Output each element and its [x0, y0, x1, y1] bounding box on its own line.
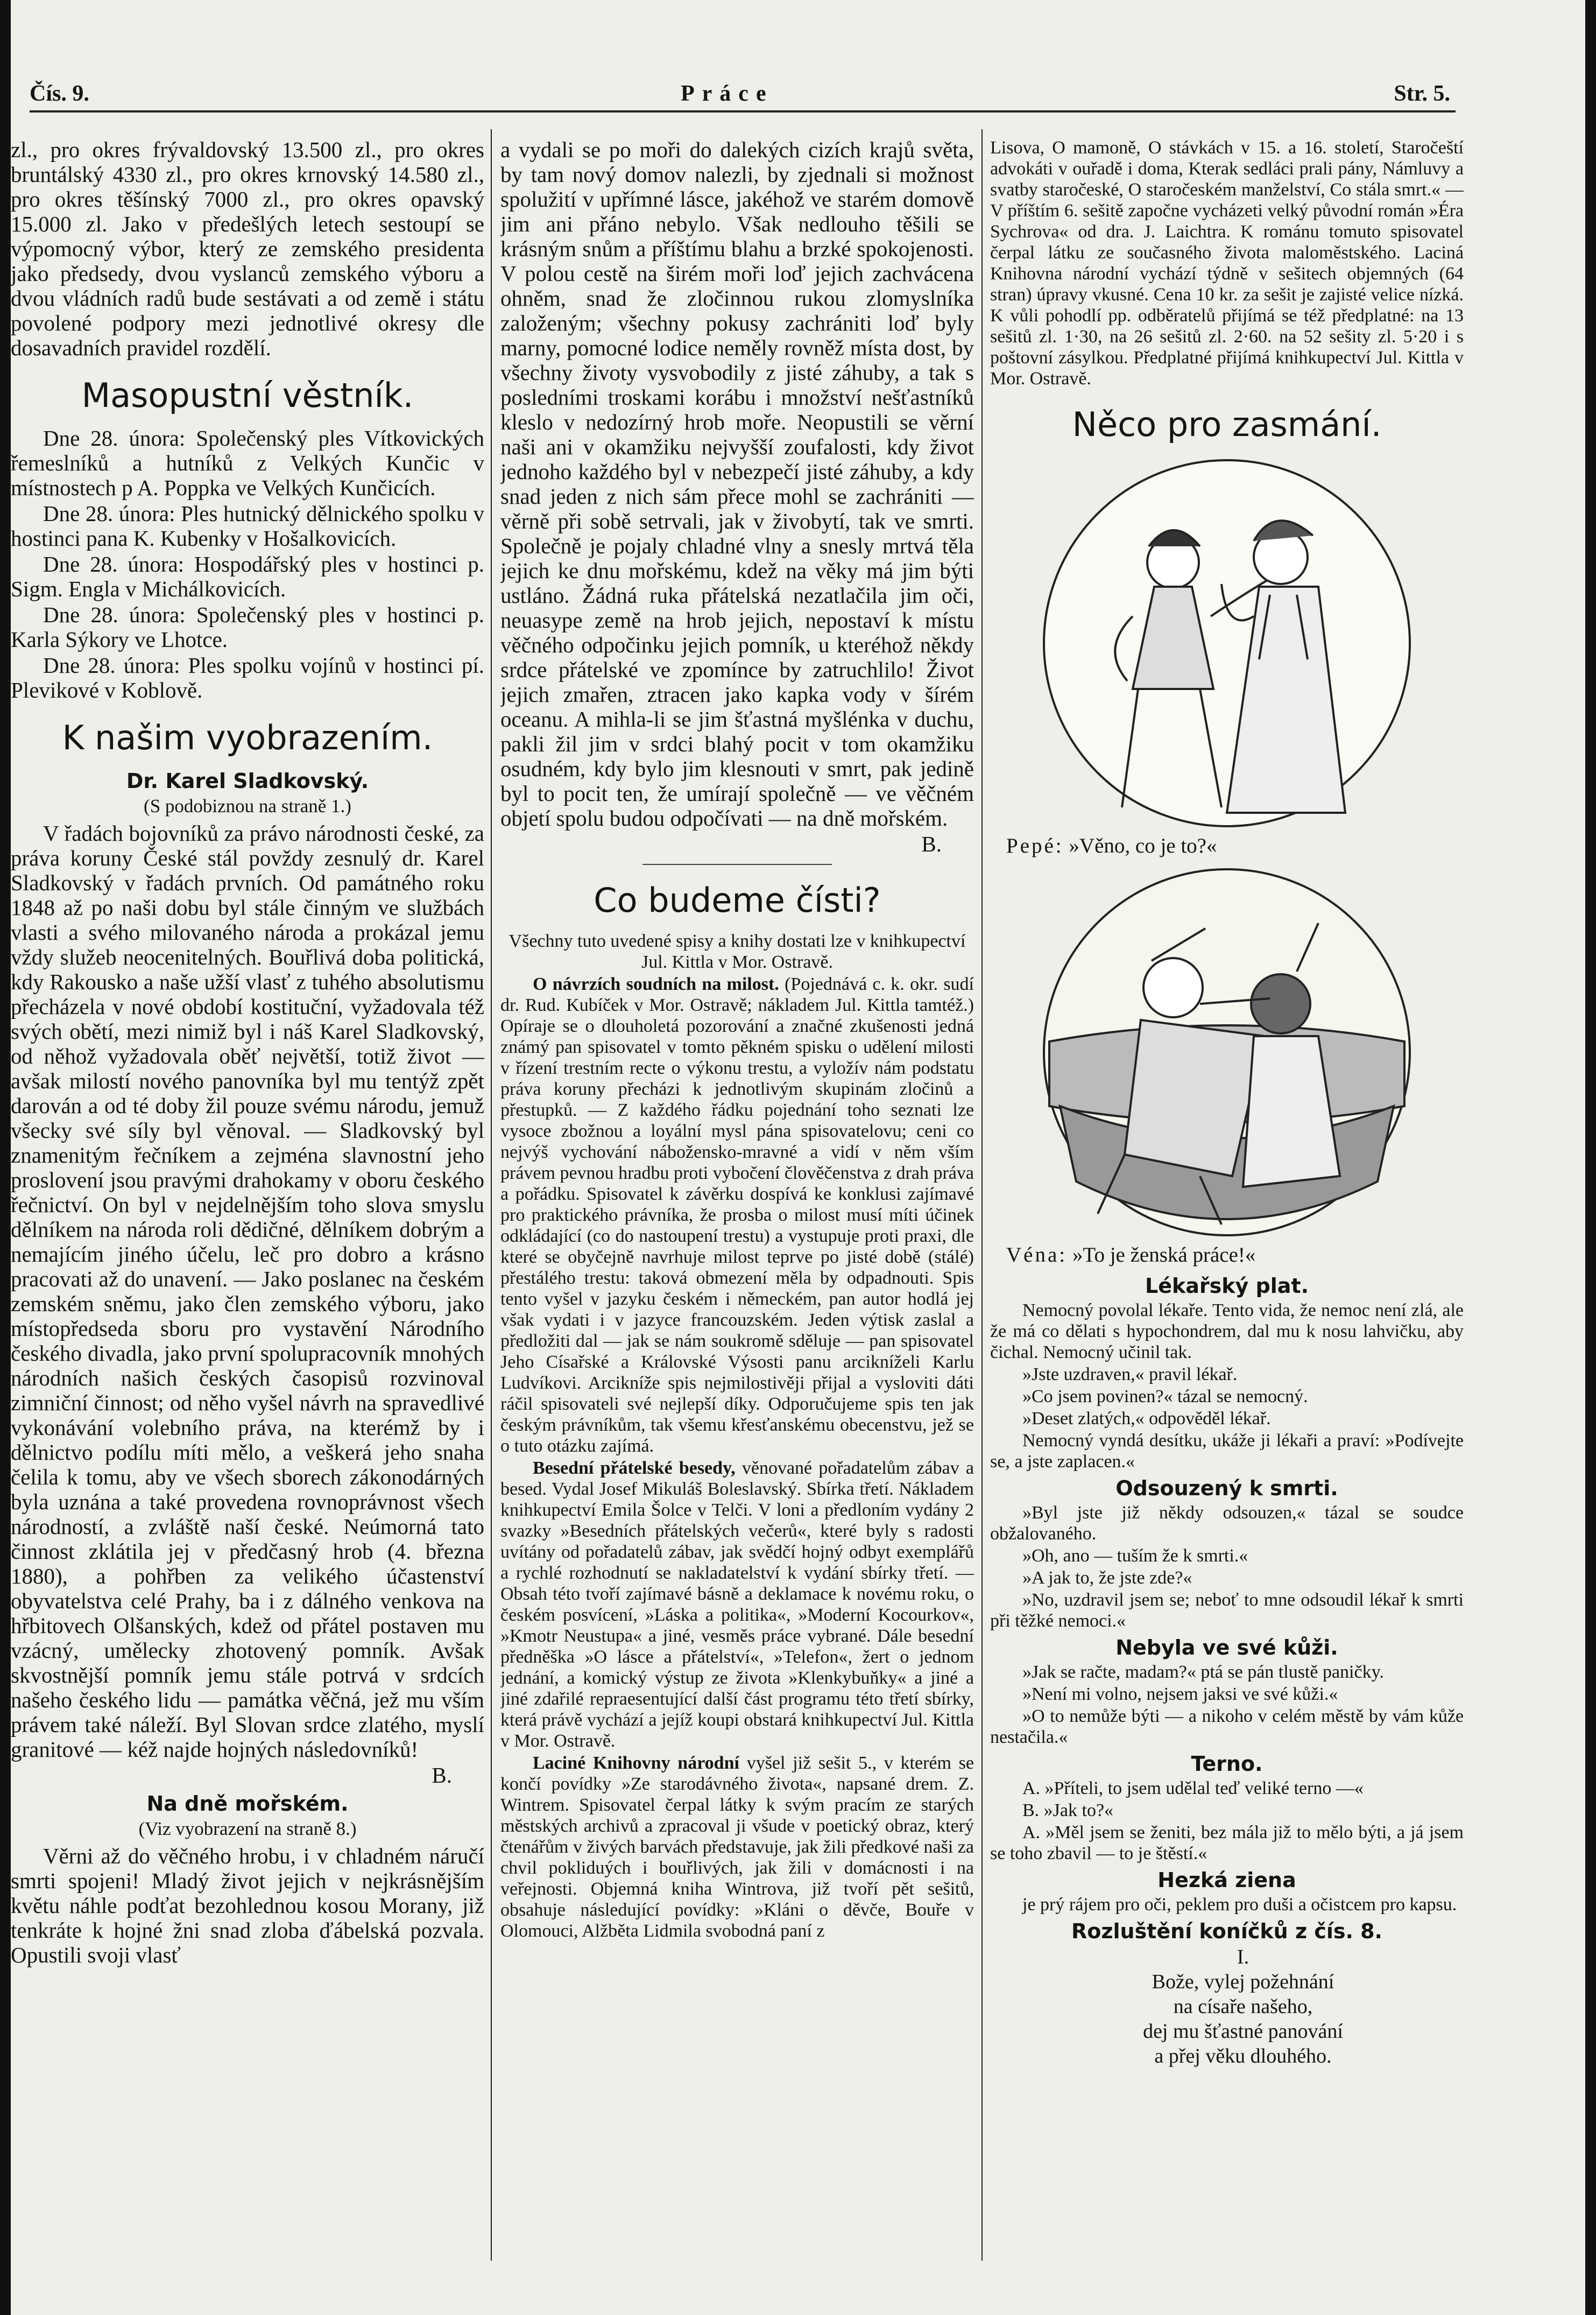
- joke-line: A. »Měl jsem se ženiti, bez mála již to mělo býti, a já jsem se toho zbavil — to je štěstí.«: [990, 1823, 1464, 1863]
- book-review-text: věnované pořadatelům zábav a besed. Vydal Josef Mikuláš Boleslavský. Sbírka třetí. Nákladem knihkupectví Emila Šolce v Telči. V loni a předloním vydány 2 svazky »Besedních přátelských večerů«, které byly s radosti uvítány od pořadatelů zábav, jak svědčí hojný odbyt exemplářů a rychlé rozhodnutí se nakladatelství k vydání sbírky třetí. — Obsah této tvoří zajímavé básně a deklamace k novému roku, o českém posvícení, »Láska a politika«, »Moderní Kocourkov«, »Kmotr Neustupa« a jiné, vesměs práce vybrané. Dále besední předněška »O lásce a přátelství«, »Telefon«, žert o jednom jednání, a komický výstup ze života »Klenkybuňky« a jiné a jiné zdařilé repraesentující další část programu této třetí sbírky, která právě vychází a jejíž koupi obstará knihkupectví Jul. Kittla v Mor. Ostravě.: [500, 1458, 974, 1751]
- column-1: [11, 137, 484, 2301]
- caption-text: »Věno, co je to?«: [1069, 834, 1217, 857]
- book-review-lead: Besední přátelské besedy,: [533, 1458, 736, 1478]
- book-review-text: (Pojednává c. k. okr. sudí dr. Rud. Kubíček v Mor. Ostravě; nákladem Jul. Kittla tamtéž.) Opíraje se o dlouholetá pozorování a značné zkušenosti jedná známý pan spisovatel v tomto pěkném spisku o udělení milosti v řízení trestním recte o výkonu trestu, a vyložív nám podstatu práva koruny přecházi k jednotlivým skupinám zločinů a přestupků. — Z každého řádku pojednání toho seznati lze vysoce zbožnou a loyální mysl pána spisovatelovu; ceni co nejvýš vychování nábožensko-mravné a vidí v něm vším právem pevnou hradbu proti vybočení člověčenstva z drah práva a pořádku. Spisovatel k závěrku dospívá ke konklusi zajímavé pro praktického právníka, že prosba o milost musí míti účinek odkládající (co do nastoupení trestu) a vystupuje proti praxi, dle které se obyčejně navrhuje milost teprve po jisté době (stálé) přestálého trestu: taková obmezení měla by odpadnouti. Spis tento vyšel v jazyku českém i německém, pan autor hodlá jej však vydati i v jazyce francouzském. Jeden výtisk zaslal a předložiti dal — jak se nám soukromě sděluje — pan spisovatel Jeho Císařské a Královské Výsosti panu arcikníželi Karlu Ludvíkovi. Arcikníže spis nejmilostivěji přijal a vysloviti dáti ráčil spisovateli své nejlepší díky. Odporučujeme spis ten jak českým právníkům, tak všemu křesťanskému obecenstvu, jež se o tuto otázku zajímá.: [500, 974, 974, 1456]
- joke-line: je prý rájem pro oči, peklem pro duši a očistcem pro kapsu.: [1022, 1895, 1457, 1915]
- masopust-item: Dne 28. února: Společenský ples v hostinci p. Karla Sýkory ve Lhotce.: [11, 602, 484, 652]
- joke-line: »Jak se račte, madam?« ptá se pán tlustě paničky.: [1022, 1662, 1384, 1682]
- book-review: [500, 974, 974, 1456]
- masopust-item: Dne 28. února: Hospodářský ples v hostinci p. Sigm. Engla v Michálkovicích.: [11, 552, 484, 601]
- joke-title: Lékařský plat.: [1145, 1274, 1309, 1298]
- issue-number: Čís. 9.: [30, 81, 89, 106]
- joke-line: »Co jsem povinen?« tázal se nemocný.: [1022, 1387, 1308, 1406]
- book-review-continued: Lisova, O mamoně, O stávkách v 15. a 16. století, Staročeští advokáti v ouřadě i doma, Kterak sedláci prali pány, Námluvy a svatby staročeské, O staročeském manželství, Co stála smrt.« — V příštím 6. sešitě započne vycházeti velký původní román »Éra Sychrova« od dra. J. Laichtra. K románu tomuto spisovatel čerpal látku ze současného života maloměstského. Laciná Knihovna národní vychází týdně v sešitech objemných (64 stran) úpravy vkusné. Cena 10 kr. za sešit je zajisté velice nízká. K vůli pohodlí pp. odběratelů přijímá se též předplatné: na 13 sešitů zl. 1·30, na 26 sešitů zl. 2·60. na 52 sešity zl. 5·20 i s poštovní zásylkou. Předplatné přijímá knihkupectví Jul. Kittla v Mor. Ostravě.: [990, 138, 1464, 389]
- joke-title: Odsouzený k smrti.: [1115, 1476, 1338, 1500]
- masopust-item: Dne 28. února: Ples hutnický dělnického spolku v hostinci pana K. Kubenky v Hošalkovicích.: [11, 501, 484, 551]
- na-dne-heading: Na dně mořském.: [146, 1792, 349, 1816]
- book-review: [500, 1458, 974, 1751]
- sladkovsky-note: (S podobiznou na straně 1.): [144, 796, 351, 817]
- joke-line: »Deset zlatých,« odpověděl lékař.: [1022, 1409, 1271, 1429]
- masopust-item: Dne 28. února: Společenský ples Vítkovických řemeslníků a hutníků z Velkých Kunčic v místnostech p A. Poppka ve Velkých Kunčicích.: [11, 426, 484, 500]
- joke-line: Nemocný vyndá desítku, ukáže ji lékaři a praví: »Podívejte se, a jste zaplacen.«: [990, 1431, 1464, 1472]
- joke-title: Terno.: [1191, 1752, 1263, 1776]
- joke-line: »Jste uzdraven,« pravil lékař.: [1022, 1364, 1238, 1384]
- cist-heading: Co budeme čísti?: [594, 881, 881, 920]
- header-rule: [30, 110, 1456, 112]
- caption-text: »To je ženská práce!«: [1072, 1243, 1256, 1266]
- column-divider-2: [981, 129, 983, 2261]
- caption-2: [1006, 1243, 1464, 1268]
- joke-line: »Oh, ano — tuším že k smrti.«: [1022, 1546, 1248, 1566]
- column-2: [500, 137, 974, 2301]
- na-dne-note: (Viz vyobrazení na straně 8.): [138, 1818, 357, 1839]
- joke-line: »Není mi volno, nejsem jaksi ve své kůži.«: [1022, 1684, 1338, 1704]
- column-3: [990, 137, 1464, 2301]
- rozluseni-heading: Rozluštění koníčků z čís. 8.: [1071, 1919, 1382, 1943]
- book-review: [500, 1753, 974, 1941]
- book-review-lead: O návrzích soudních na milost.: [533, 974, 779, 994]
- verse-line: dej mu šťastné panování: [1143, 2020, 1343, 2043]
- rozluseni-number: I.: [1237, 1946, 1249, 1968]
- caption-1: [1006, 834, 1464, 859]
- joke-title: Nebyla ve své kůži.: [1115, 1636, 1338, 1659]
- illustration-boy-and-woman: [1039, 455, 1415, 832]
- caption-speaker: Véna:: [1006, 1243, 1068, 1266]
- joke-line: »No, uzdravil jsem se; neboť to mne odsoudil lékař k smrti při těžké nemoci.«: [990, 1590, 1464, 1631]
- section-rule: [642, 864, 832, 865]
- joke-title: Hezká ziena: [1157, 1868, 1296, 1892]
- joke-line: »A jak to, že jste zde?«: [1022, 1568, 1192, 1588]
- scan-edge-right: [1585, 0, 1596, 2315]
- verse-line: a přej věku dlouhého.: [1154, 2045, 1332, 2067]
- na-dne-signature: B.: [921, 832, 942, 856]
- masopust-item: Dne 28. února: Ples spolku vojínů v hostinci pí. Plevikové v Koblově.: [11, 653, 484, 702]
- column-divider-1: [491, 129, 492, 2261]
- book-review-lead: Laciné Knihovny národní: [533, 1753, 739, 1773]
- illustration-women-fighting: [1039, 864, 1415, 1241]
- cist-intro: Všechny tuto uvedené spisy a knihy dostati lze v knihkupectví Jul. Kittla v Mor. Ostravě.: [509, 931, 966, 972]
- joke-line: »Byl jste již někdy odsouzen,« tázal se soudce obžalovaného.: [990, 1503, 1464, 1544]
- verse-line: Bože, vylej požehnání: [1152, 1971, 1334, 1993]
- page-header: [30, 81, 1450, 113]
- verse-line: na císaře našeho,: [1173, 1995, 1313, 2018]
- sladkovsky-signature: B.: [432, 1763, 452, 1788]
- caption-speaker: Pepé:: [1006, 834, 1064, 857]
- na-dne-continued: a vydali se po moři do dalekých cizích krajů světa, by tam nový domov nalezli, by zjednali si možnost spolužití v upřímné lásce, jakéhož ve starém domově jim ani přáno nebylo. Však nedlouho těšili se krásným snům a příštímu blahu a brzké spokojenosti. V polou cestě na širém moři loď jejich zachvácena ohněm, snad že zločinnou rukou zlomyslníka založeným; všechny pokusy zachrániti loď byly marny, pomocné lodice neměly rovněž místa dost, by všechny životy vysvobodily z jisté záhuby, a tak s posledními troskami korábu i množství nešťastníků kleslo v nedozírný hrob moře. Neopustili se věrní naši ani v okamžiku nejvyšší zoufalosti, kdy život jednoho každého byl v nebezpečí jisté záhuby, a kdy snad jeden z nich sám přece mohl se zachrániti — věrně při sobě setrvali, jak v živobytí, tak ve smrti. Společně je pojaly chladné vlny a snesly mrtvá těla jejich ke dnu mořskému, kdež na věky má jim býti ustláno. Žádná ruka přátelská nezatlačila jim oči, neuasype země na hrob jejich, nepostaví k místu věčného odpočinku jejich pomník, u kteréhož někdy srdce přátelské ve zpomínce by zatruchlilo! Život jejich zmařen, ztracen jako kapka vody v šírém oceanu. A mihla-li se jim šťastná myšlénka v duchu, pakli žil jim v srdci blahý pocit v tom okamžiku osudném, kdy bylo jim klesnouti v smrt, pak jedině byl to pocit ten, že umírají společně — ve věčném objetí spolu budou odpočívati — na dně mořském.: [500, 137, 974, 831]
- page-number: Str. 5.: [1394, 81, 1450, 106]
- joke-line: »O to nemůže býti — a nikoho v celém městě by vám kůže nestačila.«: [990, 1706, 1464, 1747]
- book-review-text: vyšel již sešit 5., v kterém se končí povídky »Ze starodávného života«, napsané drem. Z. Wintrem. Spisovatel čerpal látky k svým pracím ze starých městských archivů a zpracoval ji všude v poetický obraz, který čtenářům v živých barvách představuje, jak žili předkové naši za chvil pokliduých i bouřlivých, jak žili v domácnosti i na veřejnosti. Objemná kniha Wintrova, již tvoří pět sešitů, obsahuje následující povídky: »Kláni o děvče, Bouře v Olomouci, Alžběta Lidmila svobodná paní z: [500, 1753, 974, 1941]
- sladkovsky-article: V řadách bojovníků za právo národnosti české, za práva koruny České stál povždy zesnulý dr. Karel Sladkovský v řadách prvních. Od památného roku 1848 až po naši dobu byl stále činným ve službách vlasti a svého milovaného národa a prokázal jemu vždy služeb neocenitelných. Bouřlivá doba politická, kdy Rakousko a naše užší vlasť z tuhého absolutismu přecházela v nové období kostituční, vyžadovala též svých obětí, mezi nimiž byl i náš Karel Sladkovský, od něhož vyžadovala oběť největší, totiž život — avšak milostí nového panovníka byl mu tentýž zpět darován a od té doby žil pouze svému národu, jemuž všecky své síly byl věnoval. — Sladkovský byl znamenitým řečníkem a zejména slavnostní jeho proslovení jsou pravými drahokamy v oboru českého řečnictví. On byl v nejdelnějším toho slova smyslu dělníkem na národa roli dědičné, dělníkem dobrým a nemajícím jiného účelu, leč pro dobro a krásno pracovati až do unavení. — Jako poslanec na českém zemském sněmu, jako člen zemského výboru, jako místopředseda sboru pro vystavění Národního českého divadla, jako první spolupracovník mnohých národních našich českých časopisů rozvinoval zimniční činnost; od něho vyšel návrh na spravedlivé vykonávání volebního práva, na kterémž by i dělnictvo podílu míti mělo, a veškerá jeho snaha čelila k tomu, aby ve všech sborech zákonodárných byla uznána a také provedena rovnoprávnost všech národností, a zvláště naší české. Neúmorná tato činnost zklátila jej v předčasný hrob (4. března 1880), a pohřben za velikého účastenství obyvatelstva celé Prahy, ba i z dálného venkova na hřbitovech Olšanských, kdež od přátel postaven mu vzácný, umělecky zhotovený pomník. Avšak skvostnější pomník jemu stále potrvá v srdcích našeho českého lidu — památka věčná, jež mu vším právem také náleží. Byl Slovan srdce zlatého, myslí granitové — kéž najde hojných následovníků!: [11, 821, 484, 1762]
- zasmani-heading: Něco pro zasmání.: [1072, 405, 1382, 444]
- joke-line: B. »Jak to?«: [1022, 1800, 1114, 1820]
- newspaper-title: Práce: [681, 81, 774, 106]
- joke-line: A. »Příteli, to jsem udělal teď veliké terno —«: [1022, 1778, 1364, 1798]
- scan-edge-left: [0, 0, 11, 2315]
- joke-line: Nemocný povolal lékaře. Tento vida, že nemoc není zlá, ale že má co dělati s hypochondrem, dal mu k nosu lahvičku, aby čichal. Nemocný učinil tak.: [990, 1300, 1464, 1362]
- masopust-heading: Masopustní věstník.: [81, 376, 414, 415]
- vyobrazeni-heading: K našim vyobrazením.: [62, 718, 433, 757]
- intro-paragraph: zl., pro okres frývaldovský 13.500 zl., pro okres bruntálský 4330 zl., pro okres krnovský 14.580 zl., pro okres těšínský 7000 zl., pro okres opavský 15.000 zl. Jako v předešlých letech sestoupí se výpomocný výbor, který ze zemského presidenta jako předsedy, dvou vyslanců zemského výboru a dvou vládních radů bude sestávati a od země i státu povolené podpory mezi jednotlivé okresy dle dosavadních pravidel rozdělí.: [11, 137, 484, 360]
- na-dne-article: Věrni až do věčného hrobu, i v chladném náručí smrti spojeni! Mladý život jejich v nejkrásnějším květu náhle podťat bezohlednou kosou Morany, již tenkráte k hojné žni snad zloba ďábelská pozvala. Opustili svoji vlasť: [11, 1843, 484, 1967]
- sladkovsky-heading: Dr. Karel Sladkovský.: [126, 769, 369, 793]
